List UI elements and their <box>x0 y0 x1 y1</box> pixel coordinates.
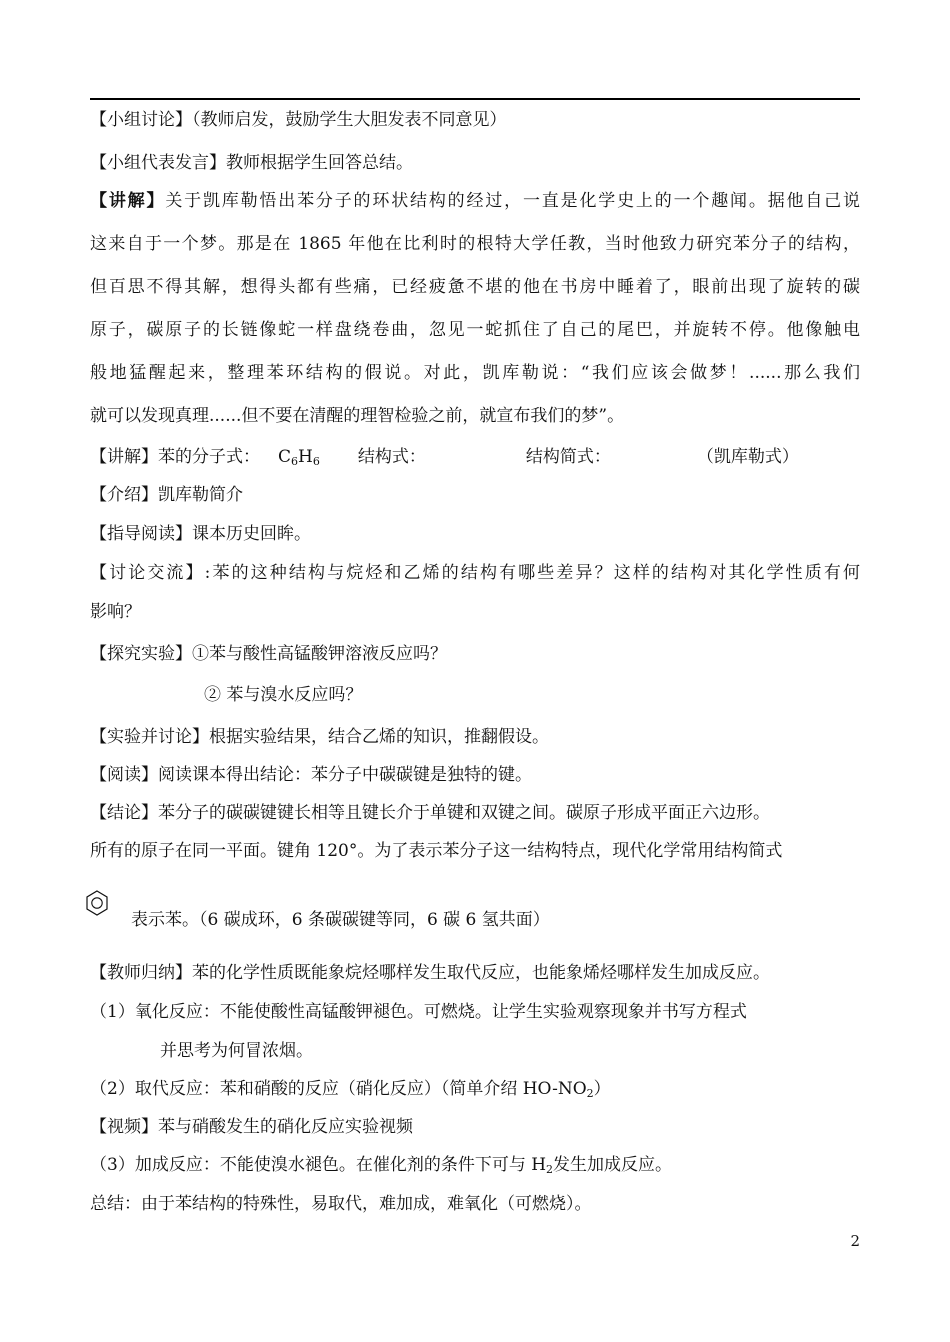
line-lecture-3: 但百思不得其解，想得头都有些痛，已经疲惫不堪的他在书房中睡着了，眼前出现了旋转的碳 <box>90 277 860 297</box>
line-final-summary: 总结：由于苯结构的特殊性，易取代，难加成，难氧化（可燃烧）。 <box>90 1194 592 1214</box>
structural-short-label: 结构简式： <box>525 447 611 467</box>
header-rule <box>90 98 860 100</box>
line-conclusion-1: 【结论】苯分子的碳碳键键长相等且键长介于单键和双键之间。碳原子形成平面正六边形。 <box>90 803 770 823</box>
line-lecture-1: 【讲解】关于凯库勒悟出苯分子的环状结构的经过，一直是化学史上的一个趣闻。据他自己说 <box>90 191 861 211</box>
formula-c: C <box>278 447 292 467</box>
line-addition: （3）加成反应：不能使溴水褪色。在催化剂的条件下可与 $H_2$发生加成反应。 <box>90 1155 673 1176</box>
formula-h: H <box>298 447 313 467</box>
page-number: 2 <box>850 1232 860 1250</box>
line-lecture-6: 就可以发现真理......但不要在清醒的理智检验之前，就宣布我们的梦”。 <box>90 406 625 426</box>
line-oxidation-cont: 并思考为何冒浓烟。 <box>160 1041 313 1061</box>
line-influence: 影响？ <box>90 602 141 622</box>
line-lecture-2: 这来自于一个梦。那是在 1865 年他在比利时的根特大学任教，当时他致力研究苯分子的结构， <box>90 234 860 254</box>
line-conclusion-2: 所有的原子在同一平面。键角 120°。为了表示苯分子这一结构特点，现代化学常用结构简式 <box>90 841 783 861</box>
line-substitution: （2）取代反应：苯和硝酸的反应（硝化反应）（简单介绍 $HO-NO_2$） <box>90 1079 611 1100</box>
line-group-representative: 【小组代表发言】教师根据学生回答总结。 <box>90 153 413 173</box>
line-experiment-1: 【探究实验】①苯与酸性高锰酸钾溶液反应吗？ <box>90 644 447 664</box>
line-discussion: 【讨论交流】:苯的这种结构与烷烃和乙烯的结构有哪些差异？这样的结构对其化学性质有何 <box>90 563 860 583</box>
kekule-label: （凯库勒式） <box>696 447 799 467</box>
line-teacher-summary: 【教师归纳】苯的化学性质既能象烷烃哪样发生取代反应，也能象烯烃哪样发生加成反应。 <box>90 963 770 983</box>
line-lecture-5: 般地猛醒起来，整理苯环结构的假说。对此，凯库勒说：“我们应该会做梦！......那么我们 <box>90 363 860 383</box>
line-reading: 【阅读】阅读课本得出结论：苯分子中碳碳键是独特的键。 <box>90 765 532 785</box>
line-experiment-2: ② 苯与溴水反应吗？ <box>204 685 363 705</box>
line-oxidation: （1）氧化反应：不能使酸性高锰酸钾褪色。可燃烧。让学生实验观察现象并书写方程式 <box>90 1002 747 1022</box>
line-formula: 【讲解】苯的分子式： $C_6H_6$ 结构式： 结构简式： （凯库勒式） <box>90 447 799 468</box>
lecture-tag: 【讲解】 <box>90 191 166 211</box>
line-represents-benzene: 表示苯。（6 碳成环，6 条碳碳键等同，6 碳 6 氢共面） <box>131 910 550 930</box>
line-video: 【视频】苯与硝酸发生的硝化反应实验视频 <box>90 1117 413 1137</box>
line-lecture-4: 原子，碳原子的长链像蛇一样盘绕卷曲，忽见一蛇抓住了自己的尾巴，并旋转不停。他像触电 <box>90 320 860 340</box>
line-group-discussion: 【小组讨论】（教师启发，鼓励学生大胆发表不同意见） <box>90 110 507 130</box>
line-experiment-discussion: 【实验并讨论】根据实验结果，结合乙烯的知识，推翻假设。 <box>90 727 549 747</box>
line-intro: 【介绍】凯库勒简介 <box>90 485 243 505</box>
structural-formula-label: 结构式： <box>357 447 426 467</box>
line-guided-reading: 【指导阅读】课本历史回眸。 <box>90 524 311 544</box>
benzene-ring-icon <box>86 890 108 916</box>
